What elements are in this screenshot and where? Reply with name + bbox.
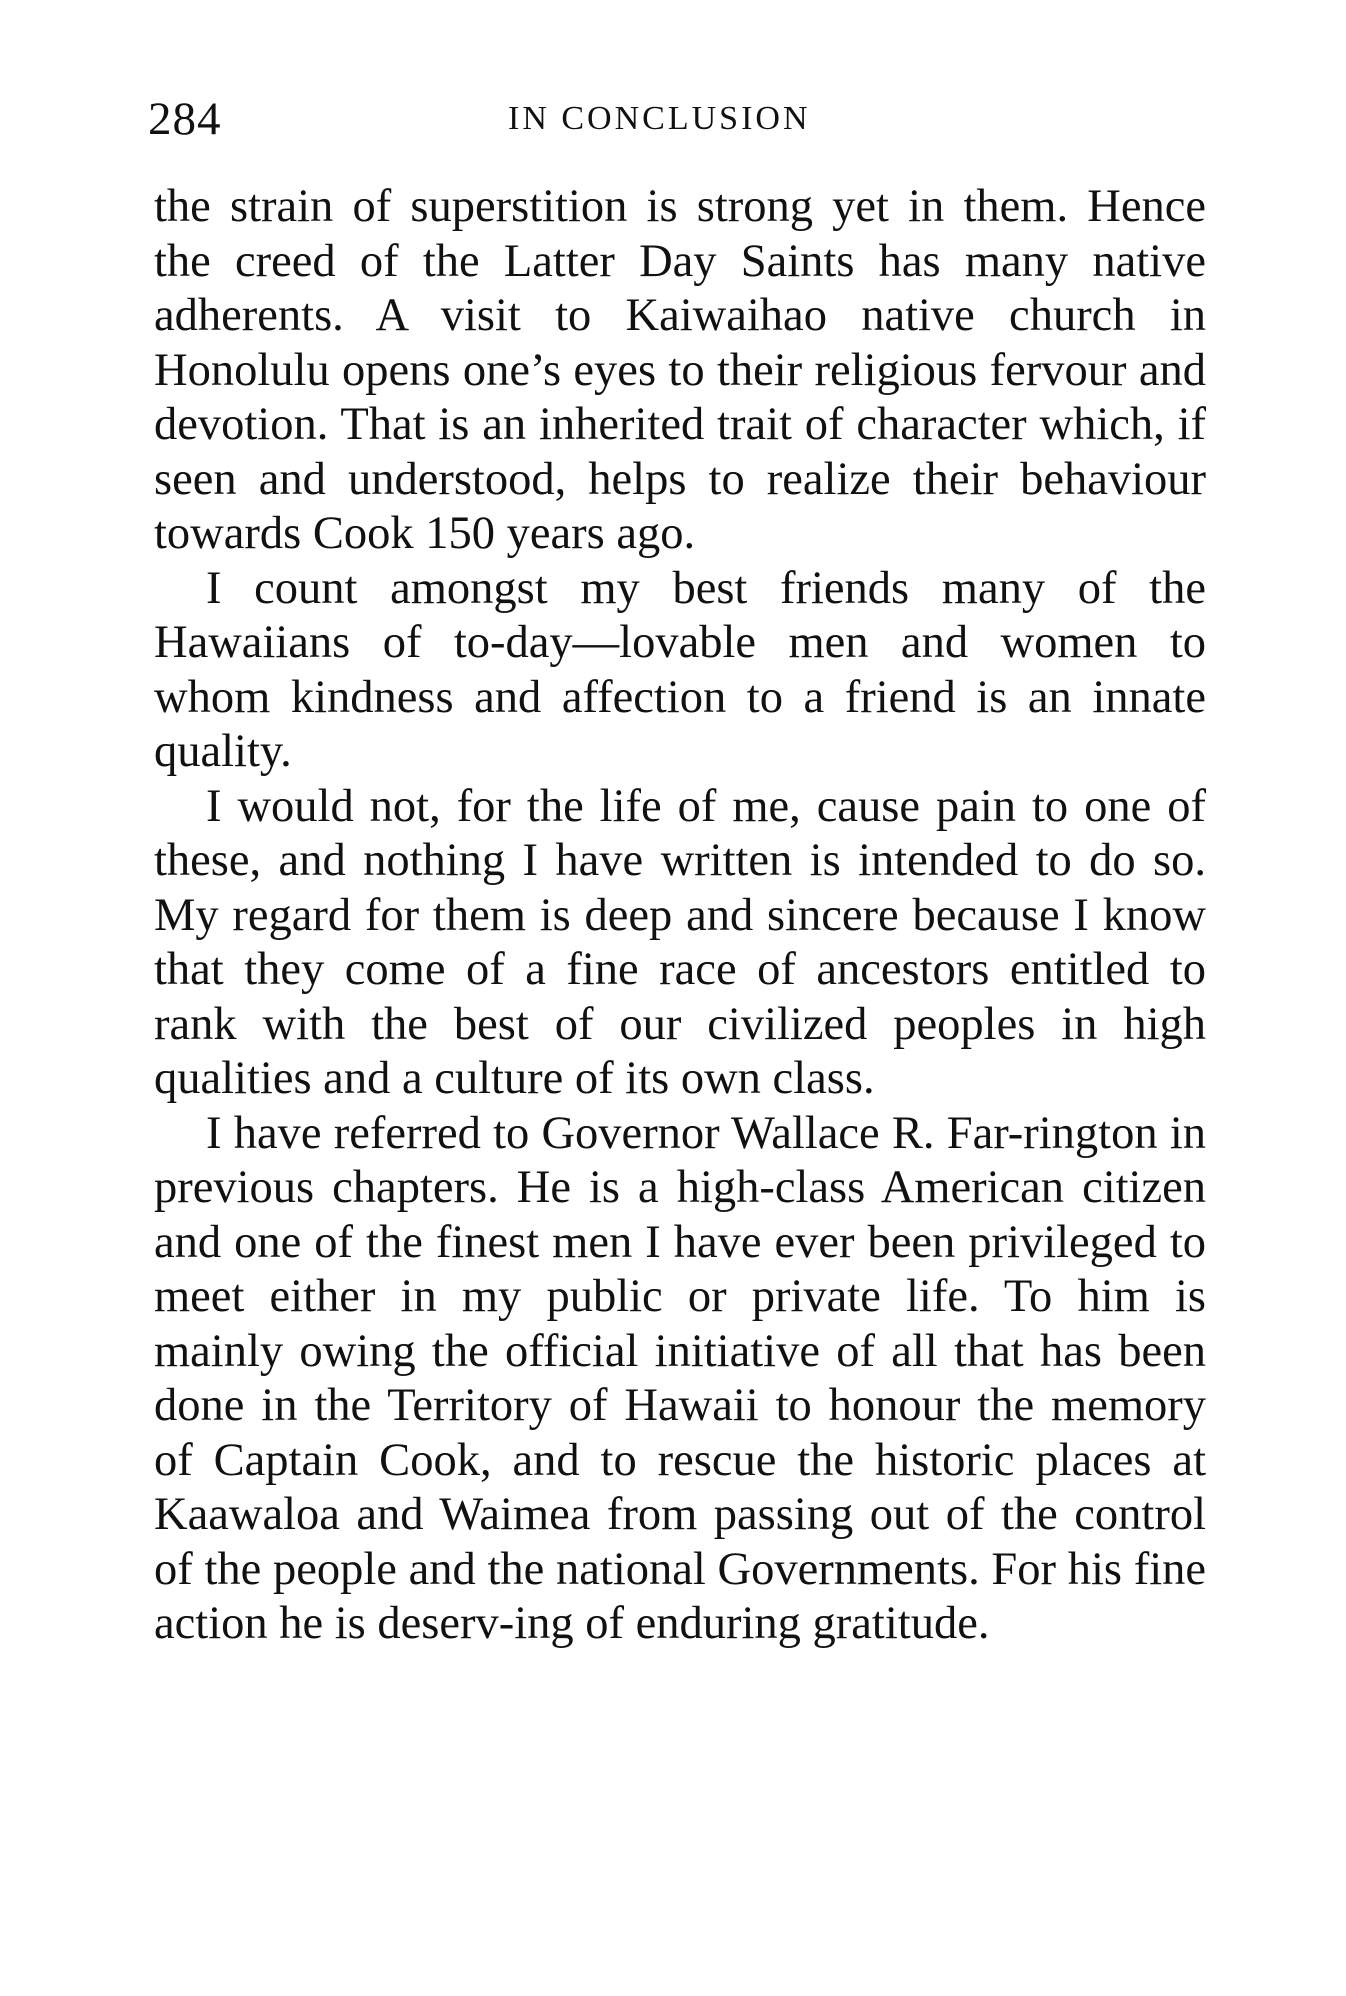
paragraph-hawaiian-friends: I count amongst my best friends many of the Hawaiians of to-day—lovable men and women to whom kindness and affection to a friend is an innate quality. [154, 562, 1206, 777]
paragraph-continuation: the strain of superstition is strong yet in them. Hence the creed of the Latter Day Saints has many native adherents. A visit to Kaiwaihao native church in Honolulu opens one’s eyes to their religious fervour and devotion. That is an inherited trait of character which, if seen and understood, helps to realize their behaviour towards Cook 150 years ago. [154, 181, 1206, 559]
running-title: IN CONCLUSION [508, 100, 811, 137]
running-head [148, 92, 1202, 152]
body-text [154, 180, 1206, 1652]
paragraph-regard: I would not, for the life of me, cause pain to one of these, and nothing I have written is intended to do so. My regard for them is deep and sincere because I know that they come of a fine race of ancestors entitled to rank with the best of our civilized peoples in high qualities and a culture of its own class. [154, 780, 1206, 1104]
paragraph-governor-farrington: I have referred to Governor Wallace R. Far-rington in previous chapters. He is a high-class American citizen and one of the finest men I have ever been privileged to meet either in my public or private life. To him is mainly owing the official initiative of all that has been done in the Territory of Hawaii to honour the memory of Captain Cook, and to rescue the historic places at Kaawaloa and Waimea from passing out of the control of the people and the national Governments. For his fine action he is deserv-ing of enduring gratitude. [154, 1107, 1206, 1649]
page-number: 284 [148, 93, 222, 145]
